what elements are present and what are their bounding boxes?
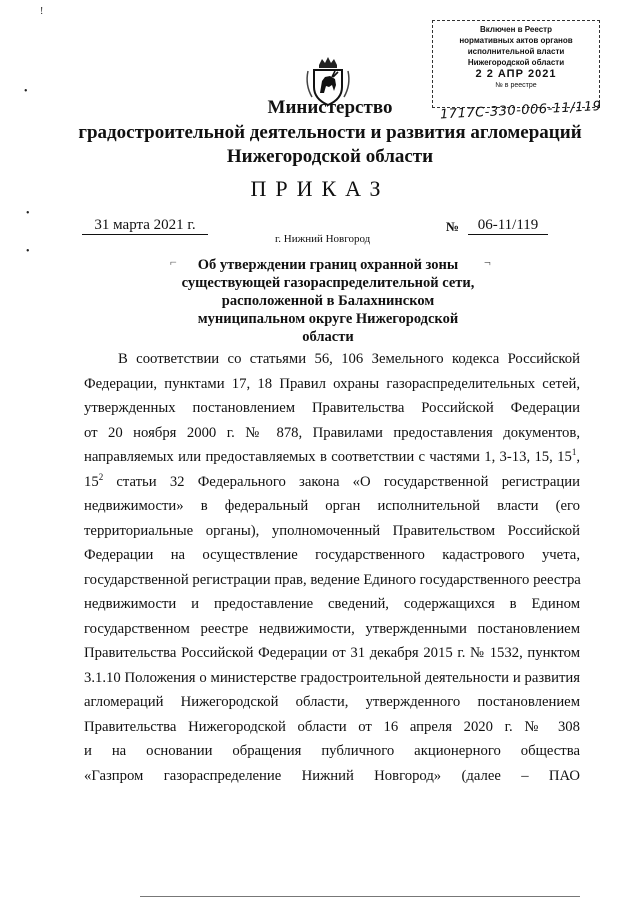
document-type-title: ПРИКАЗ	[250, 176, 390, 201]
margin-mark: •	[26, 246, 30, 257]
body-line: В соответствии со статьями 56, 106 Земельного кодекса Российской	[118, 351, 580, 367]
city-name: г. Нижний Новгород	[275, 233, 371, 245]
ministry-name-line: градостроительной деятельности и развития агломераций	[78, 122, 582, 143]
order-subject	[160, 256, 496, 346]
body-line: 3.1.10 Положения о министерстве градостроительной деятельности и развития	[84, 669, 580, 686]
subject-line: муниципальном округе Нижегородской	[197, 311, 459, 327]
margin-mark: •	[26, 208, 30, 219]
order-body	[84, 347, 580, 788]
body-line: агломераций Нижегородской области, утвержденного постановлением	[84, 694, 580, 710]
body-line: государственном реестре недвижимости, утвержденными постановлением	[84, 620, 580, 637]
document-date: 31 марта 2021 г.	[82, 216, 208, 235]
subject-line: Об утверждении границ охранной зоны	[197, 257, 459, 273]
subject-line: области	[302, 329, 354, 345]
corner-mark-left: ⌐	[170, 255, 177, 269]
ministry-name-line: Нижегородской области	[226, 146, 434, 167]
number-sign: №	[446, 219, 460, 234]
body-text: направляемых или предоставляемых в соответствии с частями 1, 3-13, 15, 15	[84, 449, 572, 465]
stamp-line: нормативных актов органов	[459, 36, 573, 45]
stamp-reg-label: № в реестре	[495, 82, 537, 89]
page-bottom-edge	[140, 896, 580, 897]
ministry-name-line: Министерство	[267, 97, 393, 118]
stamp-line: Нижегородской области	[467, 58, 565, 67]
body-line: и на основании обращения публичного акционерного общества	[84, 743, 580, 759]
body-line: Федерации, пунктами 17, 18 Правил охраны газораспределительных сетей,	[84, 375, 580, 392]
margin-mark: •	[24, 86, 28, 97]
registry-number-handwritten: 1717С-330-006-11/119	[439, 99, 602, 123]
body-line: от 20 ноября 2000 г. № 878, Правилами предоставления документов,	[84, 424, 580, 441]
body-line: Правительства Нижегородской области от 16 апреля 2020 г. № 308	[84, 718, 580, 735]
margin-mark: ǃ	[40, 6, 44, 17]
body-line: территориальные органы), уполномоченный Правительством Российской	[84, 522, 580, 539]
body-line: недвижимости и предоставление сведений, содержащихся в Едином	[84, 596, 580, 612]
body-line: утвержденных постановлением Правительства Российской Федерации	[84, 400, 580, 416]
body-line: Правительства Российской Федерации от 31 декабря 2015 г. № 1532, пунктом	[84, 645, 580, 661]
superscript: 1	[571, 447, 577, 458]
body-text: 15	[84, 473, 99, 490]
stamp-line: исполнительной власти	[467, 47, 565, 56]
body-line: «Газпром газораспределение Нижний Новгород» (далее – ПАО	[84, 767, 580, 784]
document-number: 06-11/119	[468, 216, 548, 235]
body-text: статьи 32 Федерального закона «О государственной регистрации	[103, 473, 580, 490]
body-line	[84, 470, 580, 495]
body-line: Федерации на осуществление государственного кадастрового учета,	[84, 547, 580, 563]
stamp-date: 2 2 АПР 2021	[475, 68, 557, 80]
corner-mark-right: ¬	[484, 255, 491, 269]
body-line: недвижимости» в федеральный орган исполнительной власти (его	[84, 498, 580, 514]
body-line: государственной регистрации прав, ведение Единого государственного реестра	[84, 571, 581, 588]
stamp-line: Включен в Реестр	[480, 25, 552, 34]
body-line: направляемых или предоставляемых в соответствии с частями 1, 3-13, 15, $15^1$,	[84, 447, 580, 465]
subject-line: существующей газораспределительной сети,	[181, 275, 475, 291]
subject-line: расположенной в Балахнинском	[221, 293, 435, 309]
superscript: 2	[98, 471, 104, 482]
